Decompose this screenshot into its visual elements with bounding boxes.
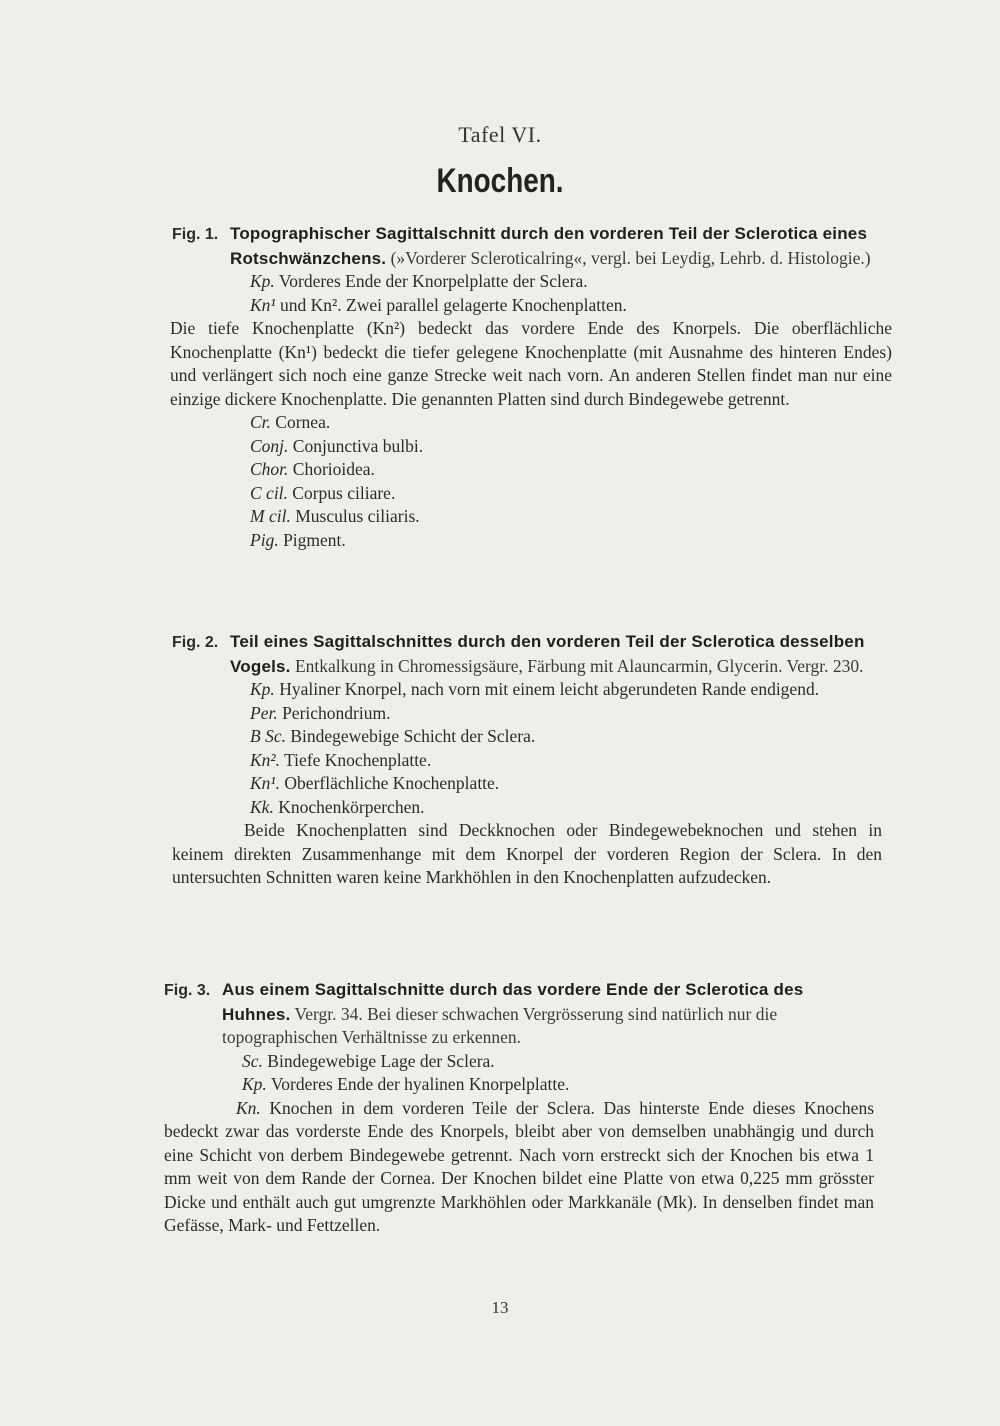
legend-text: Oberflächliche Knochenplatte. <box>284 773 500 793</box>
page-number: 13 <box>491 1298 509 1317</box>
abbr: Cr. <box>250 412 271 432</box>
legend-item <box>172 796 882 820</box>
legend-text: Cornea. <box>275 412 331 432</box>
legend-item <box>172 435 892 459</box>
abbr: Kp. <box>250 679 275 699</box>
abbr: Sc. <box>242 1050 263 1071</box>
legend-item <box>172 702 882 726</box>
figure-3-title: Aus einem Sagittalschnitte durch das vordere Ende der Sclerotica des Huhnes. <box>222 980 804 1024</box>
figure-1-paragraph: Die tiefe Knochenplatte (Kn²) bedeckt das vordere Ende des Knorpels. Die oberflächliche Knochenplatte (Kn¹) bedeckt die tiefer gelegene Knochenplatte (mit Ausnahme des hinteren Endes) und verlängert sich noch eine ganze Strecke weit nach vorn. An anderen Stellen findet man nur eine einzige dickere Knochenplatte. Die genannten Platten sind durch Bindegewebe getrennt. <box>170 318 892 409</box>
paragraph-text: Knochen in dem vorderen Teile der Sclera. Das hinterste Ende dieses Knochens bedeckt zwar das vorderste Ende des Knorpels, bleibt aber von demselben unabhängig und durch eine Schicht von derbem Bindegewebe getrennt. Nach vorn erstreckt sich der Knochen bis etwa 1 mm weit von dem Rande der Cornea. Der Knochen bildet eine Platte von etwa 0,225 mm grösster Dicke und enthält auch gut umgrenzte Markhöhlen oder Markkanäle (Mk). In denselben findet man Gefässe, Mark- und Fettzellen. <box>164 1097 875 1235</box>
figure-3-caption <box>164 978 874 1050</box>
abbr: M cil. <box>250 506 291 526</box>
legend-text: Chorioidea. <box>292 459 375 479</box>
abbr: Kn². <box>250 749 281 770</box>
abbr: Pig. <box>250 529 279 550</box>
figure-1-note: (»Vorderer Scleroticalring«, vergl. bei Leydig, Lehrb. d. Histologie.) <box>390 247 871 268</box>
legend-item <box>172 458 892 482</box>
figure-2-section <box>0 630 882 890</box>
figure-1-item <box>172 270 892 294</box>
abbr: B Sc. <box>250 726 286 746</box>
figure-1-section <box>0 222 892 552</box>
item-text: und Kn². Zwei parallel gelagerte Knochenplatten. <box>280 294 627 315</box>
figure-1-title: Topographischer Sagittalschnitt durch den vorderen Teil der Sclerotica eines Rotschwänzchens. <box>230 224 868 268</box>
abbr: Chor. <box>250 459 289 479</box>
legend-text: Knochenkörperchen. <box>278 796 425 817</box>
figure-2-title: Teil eines Sagittalschnittes durch den vorderen Teil der Sclerotica desselben Vogels. <box>230 632 865 676</box>
plate-label: Tafel VI. <box>458 122 542 147</box>
legend-text: Bindegewebige Lage der Sclera. <box>267 1050 495 1071</box>
figure-1-number: Fig. 1. <box>172 226 219 243</box>
legend-item <box>172 505 892 529</box>
legend-text: Pigment. <box>283 529 346 550</box>
abbr: Kn. <box>236 1097 261 1118</box>
abbr: C cil. <box>250 482 288 503</box>
legend-item <box>164 1050 874 1074</box>
abbr: Kn¹ <box>250 294 276 315</box>
page-heading: Knochen. <box>436 162 564 200</box>
legend-text: Musculus ciliaris. <box>295 506 420 526</box>
legend-text: Vorderes Ende der hyalinen Knorpelplatte. <box>270 1074 570 1094</box>
abbr: Conj. <box>250 435 289 456</box>
abbr: Kp. <box>250 271 275 291</box>
legend-item <box>172 411 892 435</box>
figure-3-paragraph <box>164 1097 874 1238</box>
legend-item <box>164 1073 874 1097</box>
legend-text: Conjunctiva bulbi. <box>292 435 424 456</box>
legend-item <box>172 749 882 773</box>
figure-2-item <box>172 678 882 702</box>
item-text: Hyaliner Knorpel, nach vorn mit einem leicht abgerundeten Rande endigend. <box>279 679 820 699</box>
figure-1-caption <box>172 222 892 270</box>
abbr: Kn¹. <box>250 773 281 793</box>
legend-item <box>172 482 892 506</box>
legend-text: Tiefe Knochenplatte. <box>284 749 432 770</box>
figure-3-number: Fig. 3. <box>164 982 211 999</box>
figure-2-paragraph: Beide Knochenplatten sind Deckknochen oder Bindegewebeknochen und stehen in keinem direkten Zusammenhange mit dem Knorpel der vorderen Region der Sclera. In den untersuchten Schnitten waren keine Markhöhlen in den Knochenplatten aufzudecken. <box>172 820 882 887</box>
legend-item <box>172 772 882 796</box>
legend-text: Corpus ciliare. <box>292 482 396 503</box>
legend-text: Bindegewebige Schicht der Sclera. <box>290 726 536 746</box>
figure-3-note: Vergr. 34. Bei dieser schwachen Vergrösserung sind natürlich nur die topographischen Verhältnisse zu erkennen. <box>222 1003 778 1047</box>
legend-item <box>172 529 892 553</box>
item-text: Vorderes Ende der Knorpelplatte der Sclera. <box>278 271 588 291</box>
abbr: Kk. <box>250 796 274 817</box>
figure-2-number: Fig. 2. <box>172 634 219 651</box>
legend-item <box>172 725 882 749</box>
legend-text: Perichondrium. <box>282 702 391 723</box>
abbr: Per. <box>250 702 278 723</box>
figure-2-caption <box>172 630 882 678</box>
figure-2-note: Entkalkung in Chromessigsäure, Färbung mit Alauncarmin, Glycerin. Vergr. 230. <box>294 655 864 676</box>
figure-3-section <box>0 978 874 1238</box>
figure-1-item <box>172 294 892 318</box>
abbr: Kp. <box>242 1074 267 1094</box>
